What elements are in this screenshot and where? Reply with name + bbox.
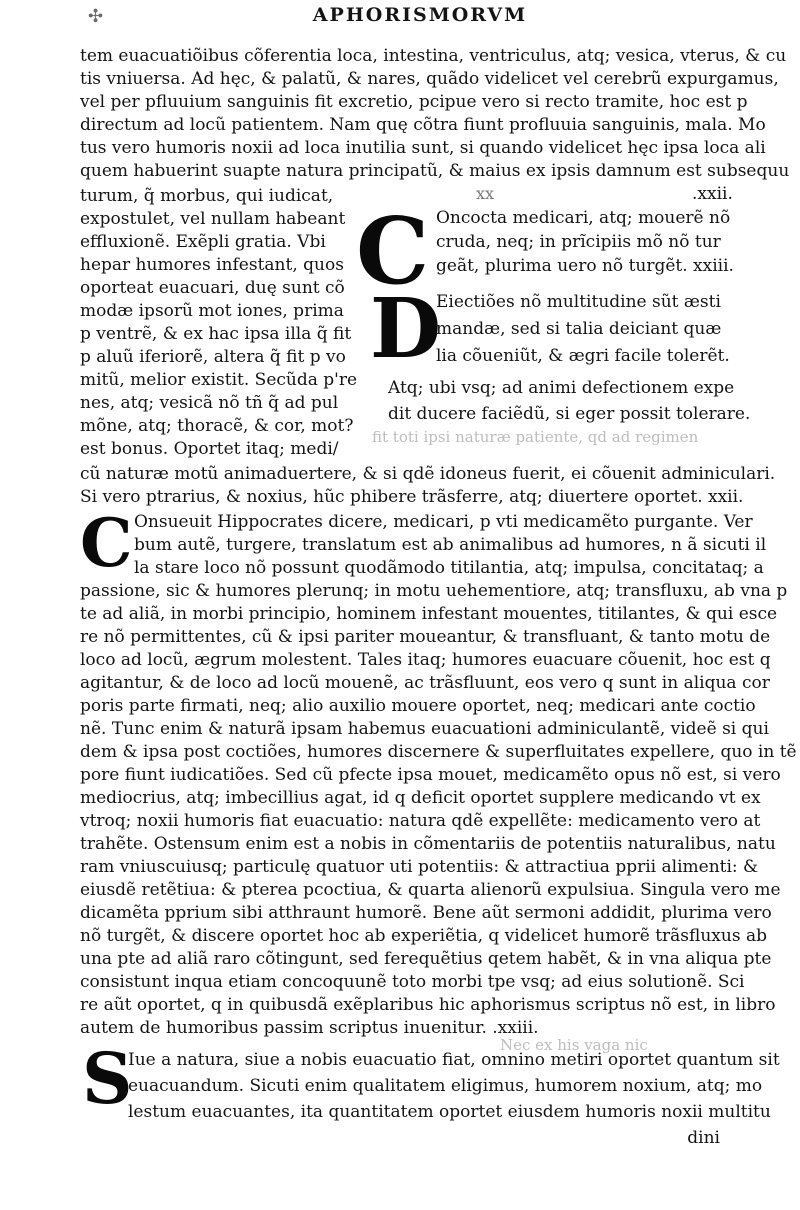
text-line: effluxionẽ. Exẽpli gratia. Vbi xyxy=(80,232,326,252)
text-line: lia cõueniũt, & ægri facile tolerẽt. xyxy=(436,346,730,366)
text-line: agitantur, & de loco ad locũ mouenẽ, ac trãsfluunt, eos vero q sunt in aliqua cor xyxy=(80,673,770,693)
text-line: Iue a natura, siue a nobis euacuatio fiat, omnino metiri oportet quantum sit xyxy=(128,1050,780,1070)
text-line: poris parte firmati, neq; alio auxilio mouere oportet, neq; medicari ante coctio xyxy=(80,696,756,716)
text-line: hepar humores infestant, quos xyxy=(80,255,344,275)
text-line: dem & ipsa post coctiões, humores discernere & superfluitates expellere, quo in tẽ xyxy=(80,742,797,762)
text-line: Si vero ptrarius, & noxius, hũc phibere trãsferre, atq; diuertere oportet. xxii. xyxy=(80,487,744,507)
text-line: trahẽte. Ostensum enim est a nobis in cõmentariis de potentiis naturalibus, natu xyxy=(80,834,776,854)
text-line: cruda, neq; in prĩcipiis mõ nõ tur xyxy=(436,232,721,252)
text-line: te ad aliã, in morbi principio, hominem infestant mouentes, titilantes, & qui esce xyxy=(80,604,778,624)
text-line: directum ad locũ patientem. Nam quę cõtra fiunt profluuia sanguinis, mala. Mo xyxy=(80,115,766,135)
text-line: turum, q̃ morbus, qui iudicat, xyxy=(80,186,334,206)
text-line: Oncocta medicari, atq; mouerẽ nõ xyxy=(436,208,731,228)
bleed-through-text-2: Nec ex his vaga nic xyxy=(500,1036,648,1054)
text-line: passione, sic & humores plerunq; in motu uehementiore, atq; transfluxu, ab vna p xyxy=(80,581,788,601)
margin-note-xx: xx xyxy=(476,184,495,203)
bleed-through-text: fit toti ipsi naturæ patiente, qd ad regimen xyxy=(372,428,699,446)
text-line: ram vniuscuiusq; particulę quatuor uti potentiis: & attractiua pprii alimenti: & xyxy=(80,857,759,877)
text-line: eiusdẽ retẽtiua: & pterea pcoctiua, & quarta alienorũ expulsiua. Singula vero me xyxy=(80,880,781,900)
text-line: est bonus. Oportet itaq; medi/ xyxy=(80,439,339,459)
text-line: cũ naturæ motũ animaduertere, & si qdẽ idoneus fuerit, ei cõuenit adminiculari. xyxy=(80,464,776,484)
text-line: p aluũ iferiorẽ, altera q̃ fit p vo xyxy=(80,347,346,367)
text-line: pore fiunt iudicatiões. Sed cũ pfecte ipsa mouet, medicamẽto opus nõ est, si vero xyxy=(80,765,781,785)
text-line: consistunt inqua etiam concoquunẽ toto morbi tpe vsq; ad eius solutionẽ. Sci xyxy=(80,972,745,992)
text-line: nẽ. Tunc enim & naturã ipsam habemus euacuationi adminiculantẽ, videẽ si qui xyxy=(80,719,769,739)
text-line: autem de humoribus passim scriptus inuenitur. .xxiii. xyxy=(80,1018,539,1038)
text-line: lestum euacuantes, ita quantitatem oportet eiusdem humoris noxii multitu xyxy=(128,1102,771,1122)
dropcap-c: C xyxy=(356,197,430,305)
text-line: loco ad locũ, ægrum molestent. Tales itaq; humores euacuare cõuenit, hoc est q xyxy=(80,650,771,670)
text-line: re nõ permittentes, cũ & ipsi pariter moueantur, & transfluant, & tanto motu de xyxy=(80,627,771,647)
text-line: oporteat euacuari, duę sunt cõ xyxy=(80,278,345,298)
corner-ornament-icon: ✣ xyxy=(88,6,104,27)
text-line: nõ turgẽt, & discere oportet hoc ab experiẽtia, q videlicet humorẽ trãsfluxus ab xyxy=(80,926,767,946)
text-line: re aũt oportet, q in quibusdã exẽplaribus hic aphorismus scriptus nõ est, in libro xyxy=(80,995,776,1015)
text-line: bum autẽ, turgere, translatum est ab animalibus ad humores, n ã sicuti il xyxy=(134,535,767,555)
text-line: p ventrẽ, & ex hac ipsa illa q̃ fit xyxy=(80,324,352,344)
text-line: nes, atq; vesicã nõ tñ q̃ ad pul xyxy=(80,393,339,413)
text-line: la stare loco nõ possunt quodãmodo titilantia, atq; impulsa, concitataq; a xyxy=(134,558,764,578)
text-line: vtroq; noxii humoris fiat euacuatio: natura qdẽ expellẽte: medicamento vero at xyxy=(80,811,761,831)
text-line: mandæ, sed si talia deiciant quæ xyxy=(436,319,722,339)
text-line: Atq; ubi vsq; ad animi defectionem expe xyxy=(388,378,735,398)
text-line: vel per pfluuium sanguinis fit excretio, pcipue vero si recto tramite, hoc est p xyxy=(80,92,748,112)
text-line: Eiectiões nõ multitudine sũt æsti xyxy=(436,292,721,312)
dropcap-c-commentary: C xyxy=(80,504,133,582)
text-line: euacuandum. Sicuti enim qualitatem eligimus, humorem noxium, atq; mo xyxy=(128,1076,763,1096)
aphorism-number: .xxii. xyxy=(692,184,733,204)
text-line: tem euacuatiõibus cõferentia loca, intestina, ventriculus, atq; vesica, vterus, & cu xyxy=(80,46,787,66)
text-line: modæ ipsorũ mot iones, prima xyxy=(80,301,344,321)
dropcap-s: S xyxy=(82,1037,133,1120)
text-line: mõne, atq; thoracẽ, & cor, mot? xyxy=(80,416,354,436)
text-line: mediocrius, atq; imbecillius agat, id q deficit oportet supplere medicando vt ex xyxy=(80,788,761,808)
text-line: una pte ad aliã raro cõtingunt, sed ferequẽtius qetem habẽt, & in vna aliqua pte xyxy=(80,949,772,969)
text-line: tus vero humoris noxii ad loca inutilia sunt, si quando videlicet hęc ipsa loca ali xyxy=(80,138,766,158)
running-header: APHORISMORVM xyxy=(312,4,528,26)
text-line: expostulet, vel nullam habeant xyxy=(80,209,346,229)
text-line: dit ducere faciẽdũ, si eger possit tolerare. xyxy=(388,404,751,424)
text-line: mitũ, melior existit. Secũda p're xyxy=(80,370,358,390)
text-line: tis vniuersa. Ad hęc, & palatũ, & nares, quãdo videlicet vel cerebrũ expurgamus, xyxy=(80,69,779,89)
catchword: dini xyxy=(687,1128,720,1148)
text-line: dicamẽta pprium sibi atthraunt humorẽ. Bene aũt sermoni addidit, plurima vero xyxy=(80,903,772,923)
text-line: geãt, plurima uero nõ turgẽt. xxiii. xyxy=(436,256,734,276)
dropcap-d: D xyxy=(370,281,442,377)
text-line: quem habuerint suapte natura principatũ, & maius ex ipsis damnum est subsequu xyxy=(80,161,790,181)
text-line: Onsueuit Hippocrates dicere, medicari, p vti medicamẽto purgante. Ver xyxy=(134,512,753,532)
